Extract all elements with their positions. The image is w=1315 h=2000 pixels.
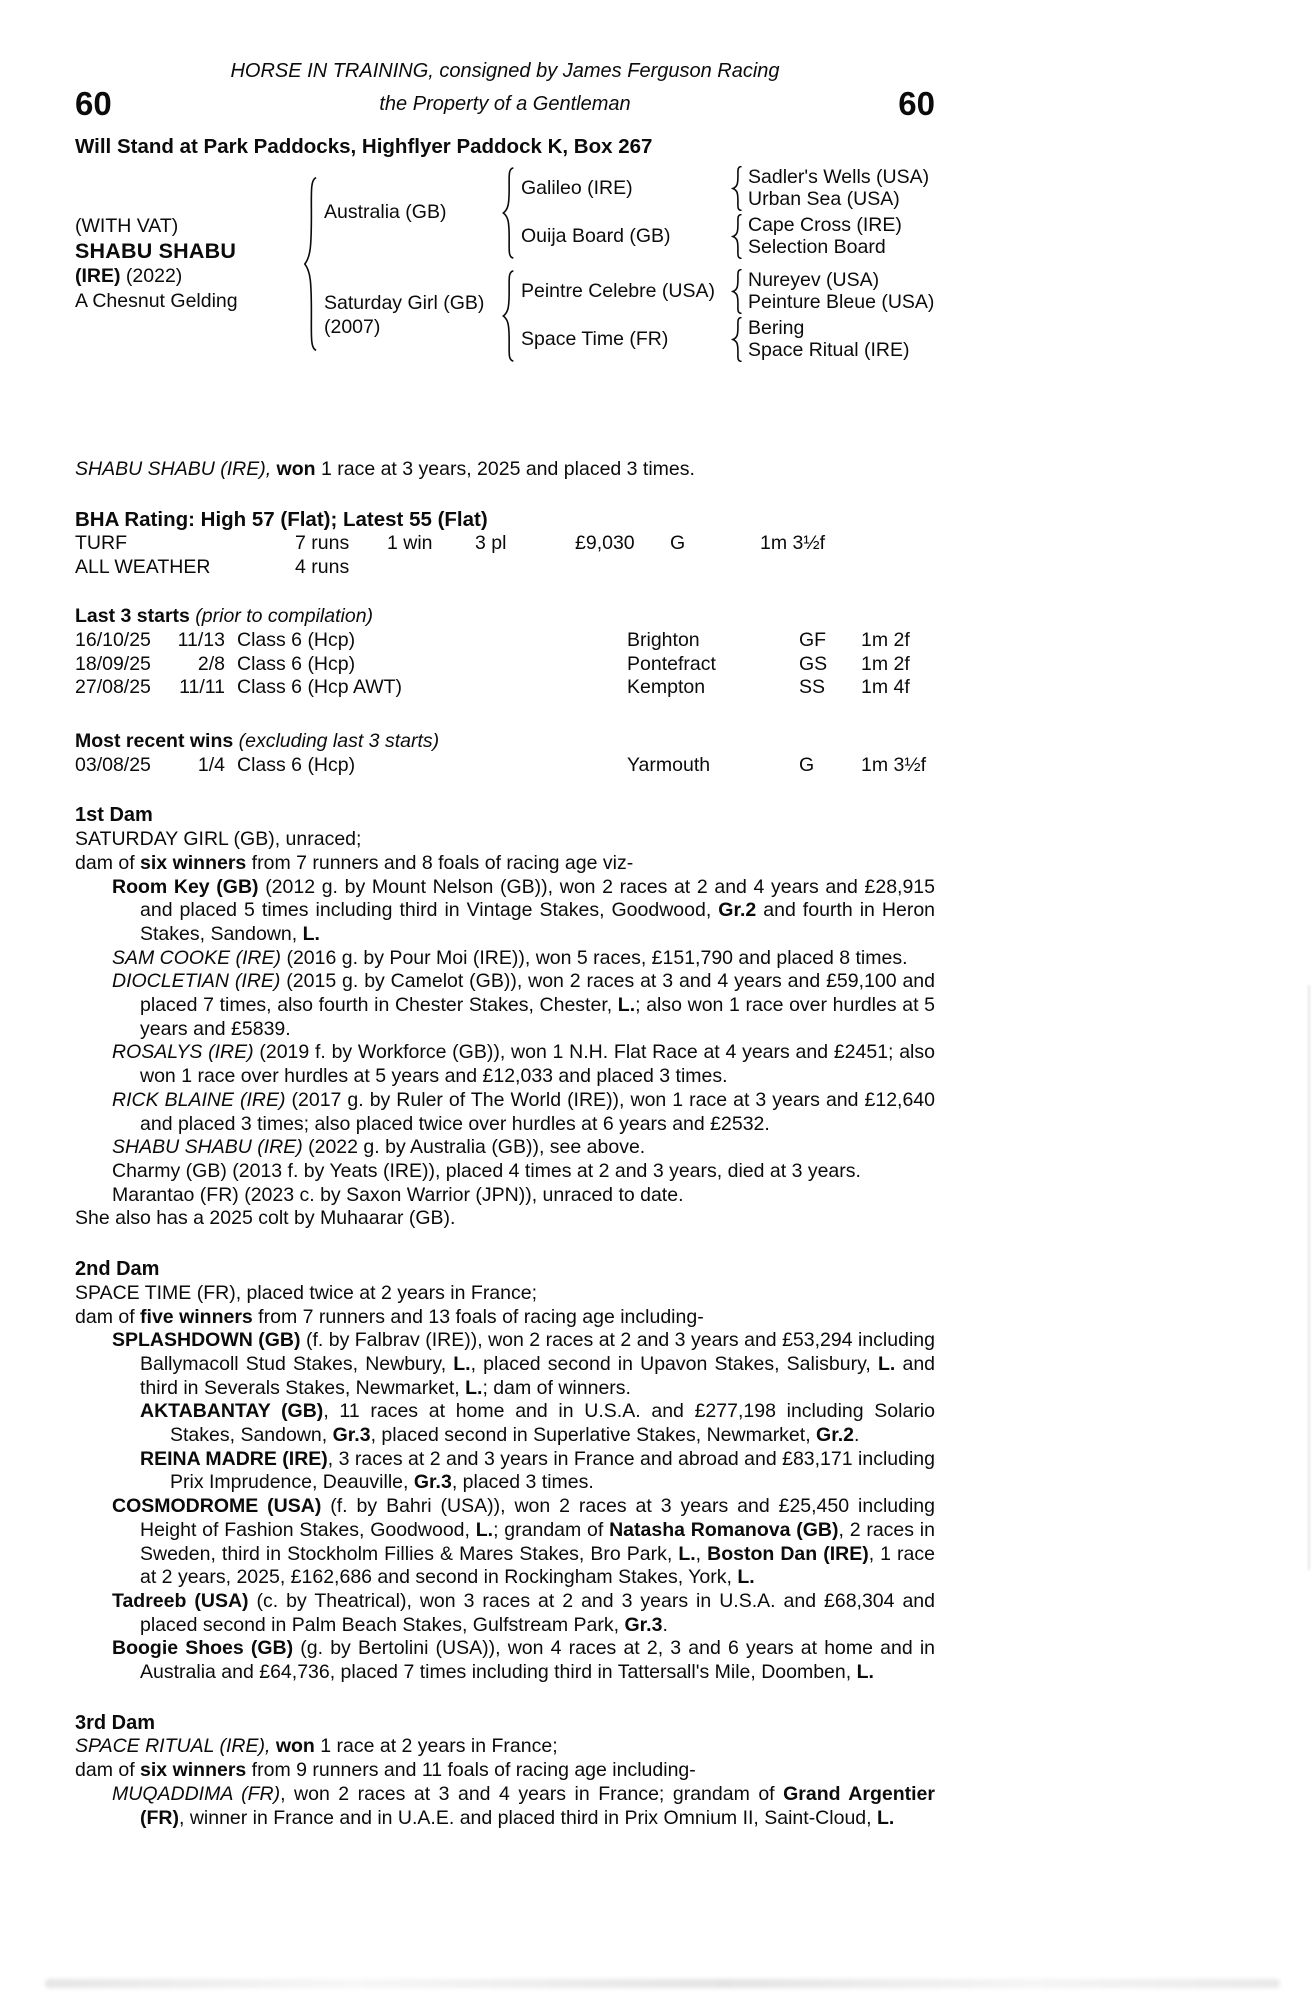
race-going: SS bbox=[799, 676, 826, 699]
dam-heading: 1st Dam bbox=[75, 804, 153, 827]
distance-value bbox=[760, 556, 935, 580]
pedigree-ancestor: Space Ritual (IRE) bbox=[748, 338, 910, 361]
bha-rating: BHA Rating: High 57 (Flat); Latest 55 (Flat) bbox=[75, 508, 488, 532]
going-value bbox=[670, 556, 760, 580]
pedigree-paragraph: dam of six winners from 9 runners and 11 foals of racing age including- bbox=[75, 1759, 696, 1782]
pedigree-paragraph: dam of six winners from 7 runners and 8 foals of racing age viz- bbox=[75, 851, 634, 874]
places-value: 3 pl bbox=[475, 531, 507, 554]
wins-value: 1 win bbox=[387, 531, 433, 554]
dam-heading: 2nd Dam bbox=[75, 1258, 160, 1281]
race-position: 11/11 bbox=[179, 676, 225, 699]
dam-paragraphs bbox=[75, 1735, 935, 1830]
race-venue: Pontefract bbox=[627, 652, 716, 675]
race-going: GF bbox=[799, 628, 827, 651]
pedigree-table bbox=[75, 166, 935, 362]
surface-label: TURF bbox=[75, 531, 127, 554]
race-summary: SHABU SHABU (IRE), won 1 race at 3 years, 2025 and placed 3 times. bbox=[75, 458, 695, 481]
dam-sire-name: Peintre Celebre (USA) bbox=[521, 280, 715, 303]
recent-wins-block bbox=[75, 730, 935, 777]
brace-icon bbox=[301, 176, 318, 352]
race-class: Class 6 (Hcp AWT) bbox=[237, 676, 403, 699]
pedigree-paragraph: REINA MADRE (IRE), 3 races at 2 and 3 years in France and abroad and £83,171 including Prix Imprudence, Deauville, Gr.3, placed 3 times. bbox=[140, 1447, 935, 1494]
race-distance: 1m 2f bbox=[861, 628, 910, 651]
pedigree-paragraph: SATURDAY GIRL (GB), unraced; bbox=[75, 828, 362, 851]
race-venue: Brighton bbox=[627, 628, 700, 651]
pedigree-paragraph: SPLASHDOWN (GB) (f. by Falbrav (IRE)), won 2 races at 2 and 3 years and £53,294 including Ballymacoll Stud Stakes, Newbury, L., placed second in Upavon Stakes, Salisbury, L. and third in Severals Stakes, Newmarket, L.; dam of winners. bbox=[112, 1329, 936, 1399]
property-line: the Property of a Gentleman bbox=[379, 92, 631, 115]
pedigree-ancestor: Cape Cross (IRE) bbox=[748, 214, 902, 237]
dam-name: Saturday Girl (GB) (2007) bbox=[324, 292, 496, 339]
pedigree-paragraph: Room Key (GB) (2012 g. by Mount Nelson (GB)), won 2 races at 2 and 4 years and £28,915 and placed 5 times including third in Vintage Stakes, Goodwood, Gr.2 and fourth in Heron Stakes, Sandown, L. bbox=[112, 875, 936, 945]
pedigree-paragraph: AKTABANTAY (GB), 11 races at home and in U.S.A. and £277,198 including Solario Stakes, Sandown, Gr.3, placed second in Superlative Stakes, Newmarket, Gr.2. bbox=[140, 1400, 935, 1447]
brace-icon bbox=[500, 270, 515, 362]
last-starts-table bbox=[75, 629, 935, 700]
race-position: 11/13 bbox=[177, 628, 225, 651]
pedigree-ancestor: Nureyev (USA) bbox=[748, 269, 880, 292]
dam-branch bbox=[324, 269, 934, 362]
lot-number-right: 60 bbox=[898, 84, 935, 122]
race-distance: 1m 4f bbox=[861, 676, 910, 699]
race-row bbox=[75, 754, 935, 778]
pedigree-paragraph: MUQADDIMA (FR), won 2 races at 3 and 4 years in France; grandam of Grand Argentier (FR), winner in France and in U.A.E. and placed third in Prix Omnium II, Saint-Cloud, L. bbox=[112, 1782, 935, 1829]
consignor-line: HORSE IN TRAINING, consigned by James Ferguson Racing bbox=[230, 60, 780, 82]
scan-artifact bbox=[45, 1979, 1280, 1988]
pedigree-paragraph: SPACE RITUAL (IRE), won 1 race at 2 years in France; bbox=[75, 1735, 558, 1758]
pedigree-paragraph: Tadreeb (USA) (c. by Theatrical), won 3 races at 2 and 3 years in U.S.A. and £68,304 and placed second in Palm Beach Stakes, Gulfstream Park, Gr.3. bbox=[112, 1589, 935, 1636]
brace-icon bbox=[500, 167, 515, 259]
pedigree-ancestor: Sadler's Wells (USA) bbox=[748, 166, 930, 189]
dam-paragraphs bbox=[75, 1282, 935, 1685]
stats-row bbox=[75, 556, 935, 580]
horse-suffix: (IRE) bbox=[75, 265, 121, 288]
pedigree-paragraph: DIOCLETIAN (IRE) (2015 g. by Camelot (GB)), won 2 races at 3 and 4 years and £59,100 and placed 7 times, also fourth in Chester Stakes, Chester, L.; also won 1 race over hurdles at 5 years and £5839. bbox=[112, 970, 935, 1040]
last-starts-heading: Last 3 starts (prior to compilation) bbox=[75, 605, 374, 628]
pedigree-paragraph: SHABU SHABU (IRE) (2022 g. by Australia (GB)), see above. bbox=[112, 1136, 646, 1159]
distance-value: 1m 3½f bbox=[760, 531, 826, 554]
wins-value bbox=[387, 556, 475, 580]
race-venue: Kempton bbox=[627, 676, 706, 699]
places-value bbox=[475, 556, 575, 580]
dam-paragraphs bbox=[75, 828, 935, 1231]
brace-icon bbox=[730, 269, 743, 314]
pedigree-paragraph: She also has a 2025 colt by Muhaarar (GB). bbox=[75, 1207, 456, 1230]
horse-name: SHABU SHABU bbox=[75, 239, 237, 264]
race-distance: 1m 2f bbox=[861, 652, 910, 675]
vat-note: (WITH VAT) bbox=[75, 215, 179, 238]
sire-name: Australia (GB) bbox=[324, 201, 447, 224]
dam-year: (2007) bbox=[324, 315, 381, 338]
earnings-value bbox=[575, 556, 670, 580]
pedigree-paragraph: Charmy (GB) (2013 f. by Yeats (IRE)), placed 4 times at 2 and 3 years, died at 3 years. bbox=[112, 1159, 861, 1182]
sire-dam-name: Ouija Board (GB) bbox=[521, 225, 671, 248]
pedigree-generations bbox=[324, 166, 934, 362]
pedigree-paragraph: SAM COOKE (IRE) (2016 g. by Pour Moi (IRE)), won 5 races, £151,790 and placed 8 times. bbox=[112, 946, 908, 969]
sire-branch bbox=[324, 166, 934, 259]
brace-icon bbox=[730, 166, 743, 211]
brace-icon bbox=[730, 317, 743, 362]
stand-location-line: Will Stand at Park Paddocks, Highflyer Paddock K, Box 267 bbox=[75, 134, 653, 158]
pedigree-paragraph: RICK BLAINE (IRE) (2017 g. by Ruler of The World (IRE)), won 1 race at 3 years and £12,640 and placed 3 times; also placed twice over hurdles at 6 years and £2532. bbox=[112, 1088, 935, 1135]
race-position: 2/8 bbox=[197, 652, 225, 675]
pedigree-paragraph: dam of five winners from 7 runners and 13 foals of racing age including- bbox=[75, 1305, 704, 1328]
lot-row bbox=[75, 86, 935, 126]
race-venue: Yarmouth bbox=[627, 753, 711, 776]
runs-value: 4 runs bbox=[295, 555, 350, 578]
race-class: Class 6 (Hcp) bbox=[237, 753, 356, 776]
race-class: Class 6 (Hcp) bbox=[237, 628, 356, 651]
pedigree-paragraph: ROSALYS (IRE) (2019 f. by Workforce (GB)), won 1 N.H. Flat Race at 4 years and £2451; also won 1 race over hurdles at 5 years and £12,033 and placed 3 times. bbox=[112, 1041, 935, 1088]
second-dam-section bbox=[75, 1258, 935, 1685]
pedigree-ancestor: Peinture Bleue (USA) bbox=[748, 290, 935, 313]
dam-heading: 3rd Dam bbox=[75, 1711, 156, 1734]
race-class: Class 6 (Hcp) bbox=[237, 652, 356, 675]
last-starts-block bbox=[75, 605, 935, 700]
pedigree-ancestor: Selection Board bbox=[748, 235, 886, 258]
pedigree-paragraph: Marantao (FR) (2023 c. by Saxon Warrior (JPN)), unraced to date. bbox=[112, 1183, 684, 1206]
runs-value: 7 runs bbox=[295, 531, 350, 554]
surface-label: ALL WEATHER bbox=[75, 555, 211, 578]
race-distance: 1m 3½f bbox=[861, 753, 927, 776]
stats-table bbox=[75, 532, 935, 579]
horse-year: (2022) bbox=[125, 265, 183, 288]
pedigree-ancestor: Urban Sea (USA) bbox=[748, 187, 900, 210]
earnings-value: £9,030 bbox=[575, 531, 635, 554]
dam-dam-name: Space Time (FR) bbox=[521, 328, 669, 351]
recent-wins-table bbox=[75, 754, 935, 778]
pedigree-paragraph: COSMODROME (USA) (f. by Bahri (USA)), won 2 races at 3 years and £25,450 including Height of Fashion Stakes, Goodwood, L.; grandam of Natasha Romanova (GB), 2 races in Sweden, third in Stockholm Fillies & Mares Stakes, Bro Park, L., Boston Dan (IRE), 1 race at 2 years, 2025, £162,686 and second in Rockingham Stakes, York, L. bbox=[112, 1495, 935, 1589]
pedigree-paragraph: SPACE TIME (FR), placed twice at 2 years in France; bbox=[75, 1281, 538, 1304]
sire-sire-name: Galileo (IRE) bbox=[521, 177, 633, 200]
horse-suffix-year bbox=[75, 264, 297, 289]
horse-description: A Chesnut Gelding bbox=[75, 290, 238, 313]
third-dam-section bbox=[75, 1712, 935, 1831]
race-date: 03/08/25 bbox=[75, 753, 151, 776]
race-going: GS bbox=[799, 652, 828, 675]
horse-name-block bbox=[75, 214, 297, 314]
race-date: 18/09/25 bbox=[75, 652, 151, 675]
race-date: 27/08/25 bbox=[75, 676, 151, 699]
race-position: 1/4 bbox=[197, 753, 225, 776]
page-content bbox=[75, 60, 935, 1830]
sire-sire-branch bbox=[521, 166, 929, 211]
race-row bbox=[75, 653, 935, 677]
going-value: G bbox=[670, 531, 686, 554]
lot-number-left: 60 bbox=[75, 84, 112, 122]
recent-wins-heading: Most recent wins (excluding last 3 starts) bbox=[75, 730, 440, 753]
race-date: 16/10/25 bbox=[75, 628, 151, 651]
dam-dam-branch bbox=[521, 317, 934, 362]
pedigree-ancestor: Bering bbox=[748, 317, 805, 340]
pedigree-paragraph: Boogie Shoes (GB) (g. by Bertolini (USA)), won 4 races at 2, 3 and 6 years at home and in Australia and £64,736, placed 7 times including third in Tattersall's Mile, Doomben, L. bbox=[112, 1637, 935, 1684]
race-row bbox=[75, 629, 935, 653]
scan-artifact bbox=[1308, 985, 1310, 1570]
race-row bbox=[75, 676, 935, 700]
stats-row bbox=[75, 532, 935, 556]
brace-icon bbox=[730, 214, 743, 259]
dam-sire-branch bbox=[521, 269, 934, 314]
sire-dam-branch bbox=[521, 214, 929, 259]
race-going: G bbox=[799, 753, 815, 776]
first-dam-section bbox=[75, 804, 935, 1231]
